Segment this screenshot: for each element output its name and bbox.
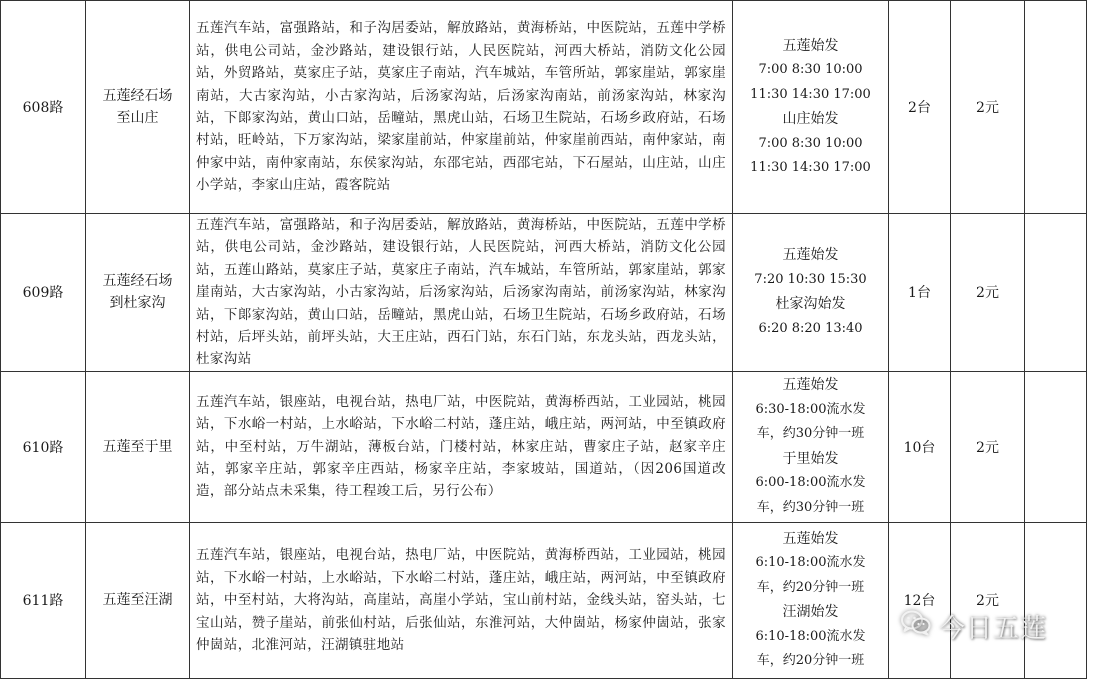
schedule-cell xyxy=(733,371,889,522)
watermark xyxy=(901,608,1047,645)
table-row xyxy=(1,522,1087,678)
stops-cell: 五莲汽车站，银座站，电视台站，热电厂站，中医院站，黄海桥西站，工业园站，桃园站，下水峪一村站，上水峪站，下水峪二村站，蓬庄站，峨庄站，两河站，中至镇政府站，中至村站，万牛湖站，薄板台站，门楼村站，林家庄站，曹家庄子站，赵家辛庄站，郭家辛庄站，郭家辛庄西站，杨家辛庄站，李家坡站，国道站，（因206国道改造，部分站点未采集，待工程竣工后，另行公布） xyxy=(190,371,733,522)
stops-cell: 五莲汽车站，银座站，电视台站，热电厂站，中医院站，黄海桥西站，工业园站，桃园站，下水峪一村站，上水峪站，下水峪二村站，蓬庄站，峨庄站，两河站，中至镇政府站，中至村站，大将沟站，高崖站，高崖小学站，宝山前村站，金线头站，窑头站，七宝山站，赞子崖站，前张仙村站，后张仙站，东淮河站，大仲崮站，杨家仲崮站，张家仲崮站，北淮河站，汪湖镇驻地站 xyxy=(190,522,733,678)
route-number-cell: 609路 xyxy=(1,214,86,372)
vehicle-count-cell: 12台 xyxy=(889,522,951,678)
route-name-line: 五莲至汪湖 xyxy=(102,592,173,609)
schedule-line: 6:10-18:00流水发 xyxy=(755,628,866,644)
empty-cell xyxy=(1025,214,1087,372)
schedule-line: 6:30-18:00流水发 xyxy=(755,401,866,417)
table-row xyxy=(1,214,1087,372)
schedule-line: 6:20 8:20 13:40 xyxy=(758,320,863,336)
route-name-cell xyxy=(86,371,190,522)
empty-cell xyxy=(1025,522,1087,678)
schedule-line: 7:00 8:30 10:00 xyxy=(758,62,863,77)
route-number-cell: 610路 xyxy=(1,371,86,522)
schedule-line: 7:20 10:30 15:30 xyxy=(754,271,867,287)
schedule-line: 汪湖始发 xyxy=(782,604,839,621)
schedule-line: 五莲始发 xyxy=(782,530,839,547)
route-name-cell xyxy=(86,522,190,678)
empty-cell xyxy=(1025,371,1087,522)
route-name-line: 至山庄 xyxy=(116,110,159,126)
schedule-line: 山庄始发 xyxy=(782,111,839,127)
stops-cell: 五莲汽车站，富强路站，和子沟居委站，解放路站，黄海桥站，中医院站，五莲中学桥站，供电公司站，金沙路站，建设银行站，人民医院站，河西大桥站，消防文化公园站，外贸路站，莫家庄子站，莫家庄子南站，汽车城站，车管所站，郭家崖站，郭家崖南站，大古家沟站，小古家沟站，后汤家沟站，后汤家沟南站，前汤家沟站，林家沟站，下郞家沟站，黄山口站，岳疃站，黑虎山站，石场卫生院站，石场乡政府站，石场村站，旺岭站，下万家沟站，梁家崖前站，仲家崖前站，仲家崖前西站，南仲家站，南仲家中站，南仲家南站，东侯家沟站，东邵宅站，西邵宅站，下石屋站，山庄站，山庄小学站，李家山庄站，霞客院站 xyxy=(190,1,733,214)
route-number-cell: 608路 xyxy=(1,1,86,214)
route-name-line: 五莲至于里 xyxy=(102,438,173,455)
schedule-line: 车，约20分钟一班 xyxy=(756,579,865,595)
wechat-icon xyxy=(901,610,931,643)
fare-cell: 2元 xyxy=(951,214,1025,372)
route-name-cell xyxy=(86,1,190,214)
schedule-cell xyxy=(733,214,889,372)
empty-cell xyxy=(1025,1,1087,214)
schedule-line: 车，约30分钟一班 xyxy=(756,499,865,515)
route-number-cell: 611路 xyxy=(1,522,86,678)
route-name-cell xyxy=(86,214,190,372)
table-row xyxy=(1,371,1087,522)
schedule-line: 11:30 14:30 17:00 xyxy=(750,160,871,175)
schedule-cell xyxy=(733,1,889,214)
schedule-line: 杜家沟始发 xyxy=(775,296,846,313)
schedule-line: 五莲始发 xyxy=(782,37,839,54)
schedule-line: 五莲始发 xyxy=(782,377,839,394)
stops-cell: 五莲汽车站，富强路站，和子沟居委站，解放路站，黄海桥站，中医院站，五莲中学桥站，供电公司站，金沙路站，建设银行站，人民医院站，河西大桥站，消防文化公园站，五莲山路站，莫家庄子站，莫家庄子南站，汽车城站，车管所站，郭家崖站，郭家崖南站，大古家沟站，小古家沟站，后汤家沟站，后汤家沟南站，前汤家沟站，林家沟站，下郞家沟站，黄山口站，岳疃站，黑虎山站，石场卫生院站，石场乡政府站，石场村站，后坪头站，前坪头站，大王庄站，西石门站，东石门站，东龙头站，西龙头站，杜家沟站 xyxy=(190,214,733,372)
route-name-line: 到杜家沟 xyxy=(109,295,166,312)
route-name-line: 五莲经石场 xyxy=(102,88,173,104)
schedule-line: 于里始发 xyxy=(782,450,839,467)
vehicle-count-cell: 2台 xyxy=(889,1,951,214)
vehicle-count-cell: 1台 xyxy=(889,214,951,372)
table-row xyxy=(1,1,1087,214)
schedule-line: 6:00-18:00流水发 xyxy=(755,475,866,491)
schedule-line: 7:00 8:30 10:00 xyxy=(758,135,863,151)
route-name-line: 五莲经石场 xyxy=(102,273,173,290)
schedule-line: 6:10-18:00流水发 xyxy=(755,555,866,571)
watermark-text: 今日五莲 xyxy=(939,614,1048,644)
schedule-line: 11:30 14:30 17:00 xyxy=(750,86,871,102)
schedule-line: 五莲始发 xyxy=(782,247,839,264)
schedule-line: 车，约30分钟一班 xyxy=(756,426,865,442)
vehicle-count-cell: 10台 xyxy=(889,371,951,522)
schedule-cell xyxy=(733,522,889,678)
schedule-line: 车，约20分钟一班 xyxy=(756,653,865,669)
fare-cell: 2元 xyxy=(951,371,1025,522)
fare-cell: 2元 xyxy=(951,522,1025,678)
fare-cell: 2元 xyxy=(951,1,1025,214)
